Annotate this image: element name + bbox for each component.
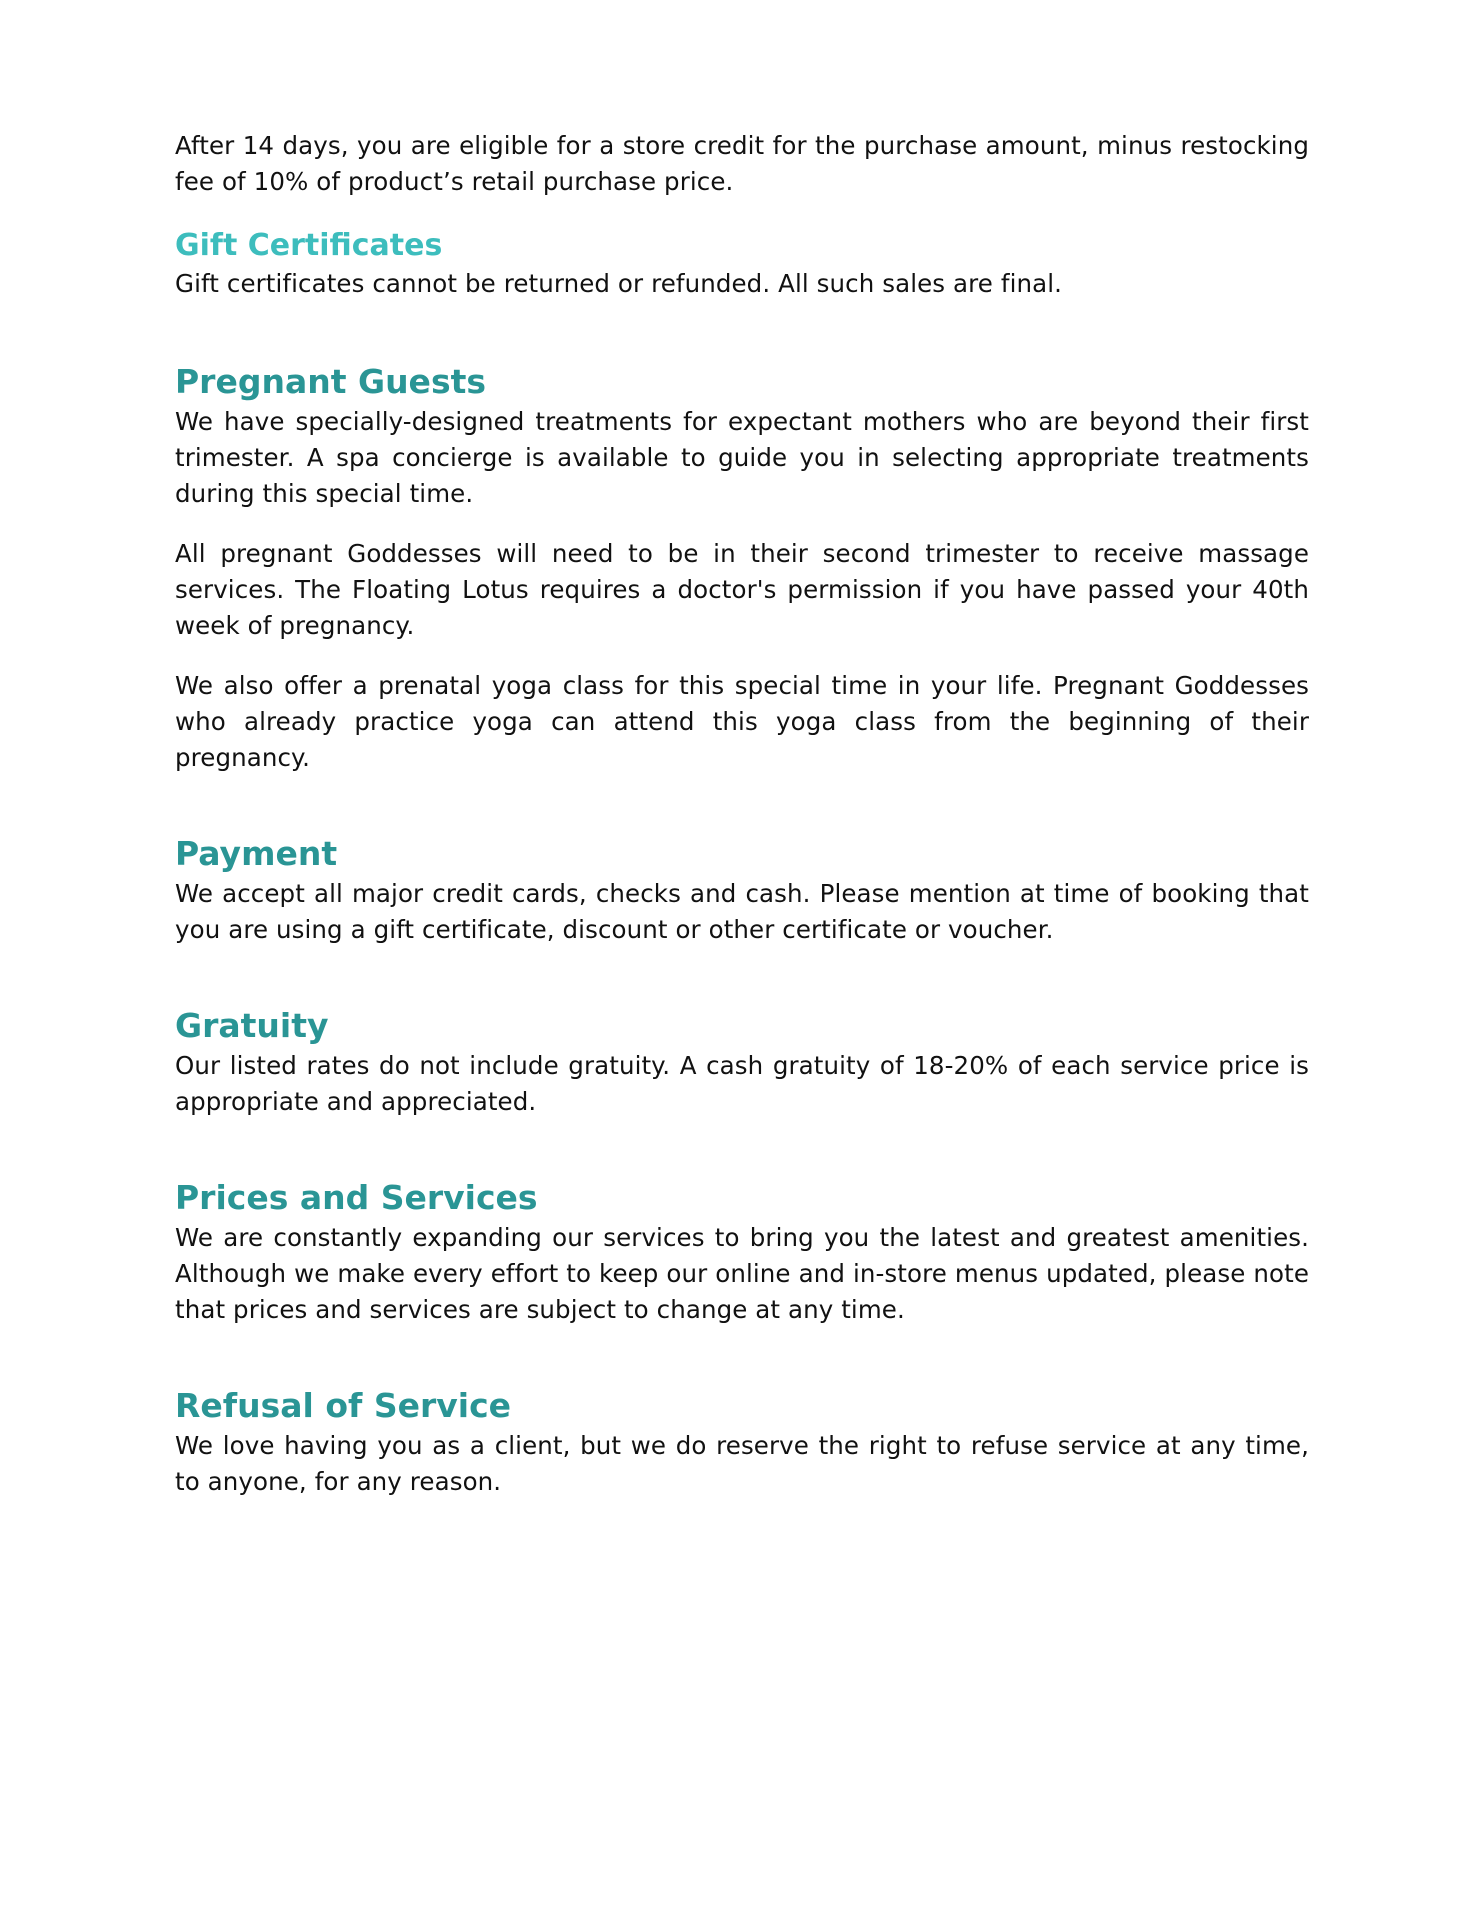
pregnant-guests-paragraph: We also offer a prenatal yoga class for this special time in your life. Pregnant Goddesses who already practice yoga can attend this yoga class from the beginning of their pregnancy. <box>175 671 1309 772</box>
refusal-of-service-heading: Refusal of Service <box>175 1386 512 1425</box>
gratuity-heading: Gratuity <box>175 1006 329 1045</box>
gratuity-section <box>175 1004 1309 1120</box>
gift-certificates-text: Gift certificates cannot be returned or refunded. All such sales are final. <box>175 269 1063 298</box>
intro-paragraph: After 14 days, you are eligible for a store credit for the purchase amount, minus restocking fee of 10% of product’s retail purchase price. <box>175 131 1309 196</box>
prices-and-services-heading: Prices and Services <box>175 1178 538 1217</box>
pregnant-guests-heading: Pregnant Guests <box>175 362 487 401</box>
payment-text: We accept all major credit cards, checks and cash. Please mention at time of booking that you are using a gift certificate, discount or other certificate or voucher. <box>175 879 1309 944</box>
refusal-of-service-text: We love having you as a client, but we do reserve the right to refuse service at any time, to anyone, for any reason. <box>175 1431 1309 1496</box>
payment-heading: Payment <box>175 834 338 873</box>
gratuity-text: Our listed rates do not include gratuity. A cash gratuity of 18-20% of each service price is appropriate and appreciated. <box>175 1051 1309 1116</box>
pregnant-guests-section <box>175 360 1309 776</box>
gift-certificates-heading: Gift Certificates <box>175 228 443 263</box>
policy-content <box>175 128 1309 1556</box>
gift-certificates-section <box>175 226 1309 302</box>
prices-and-services-section <box>175 1176 1309 1328</box>
pregnant-guests-paragraph: We have specially-designed treatments for expectant mothers who are beyond their first trimester. A spa concierge is available to guide you in selecting appropriate treatments during this special time. <box>175 407 1309 508</box>
payment-section <box>175 832 1309 948</box>
refusal-of-service-section <box>175 1384 1309 1500</box>
prices-and-services-text: We are constantly expanding our services to bring you the latest and greatest amenities. Although we make every effort to keep our online and in-store menus updated, please note that prices and services are subject to change at any time. <box>175 1223 1309 1324</box>
pregnant-guests-paragraph: All pregnant Goddesses will need to be in their second trimester to receive massage services. The Floating Lotus requires a doctor's permission if you have passed your 40th week of pregnancy. <box>175 539 1309 640</box>
